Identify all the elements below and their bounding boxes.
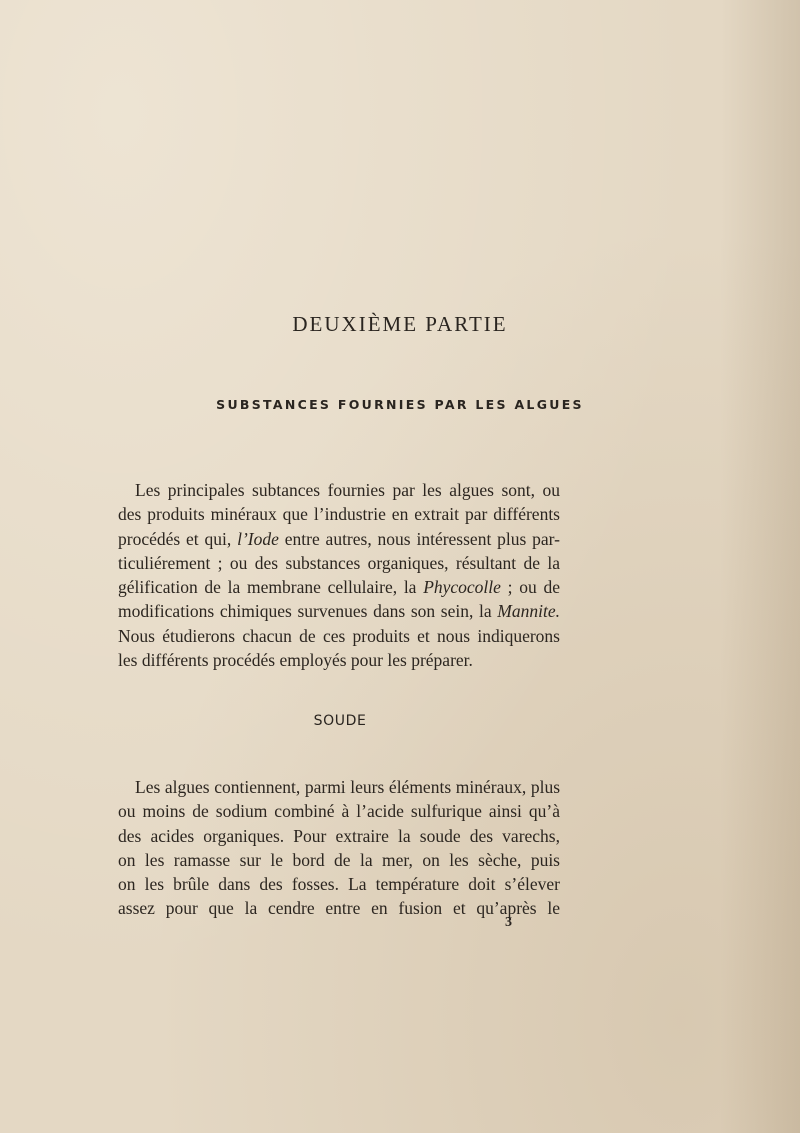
paragraph-line: procédés et qui, l’Iode entre autres, nous intéressent plus par- xyxy=(118,528,560,549)
paragraph-line: on les brûle dans des fosses. La température doit s’élever xyxy=(118,874,560,895)
paragraph-line: Les algues contiennent, parmi leurs éléments minéraux, plus xyxy=(135,777,560,797)
paragraph-line: des produits minéraux que l’industrie en extrait par différents xyxy=(118,504,560,525)
part-title: DEUXIÈME PARTIE xyxy=(292,312,508,336)
paragraph-line: ticuliérement ; ou des substances organiques, résultant de la xyxy=(118,552,560,573)
mannite-term: Mannite. xyxy=(497,601,560,622)
paragraph-line: ou moins de sodium combiné à l’acide sulfurique ainsi qu’à xyxy=(118,801,560,822)
paragraph-line: Nous étudierons chacun de ces produits et nous indiquerons xyxy=(118,625,560,646)
page-number: 3 xyxy=(505,915,512,930)
paragraph-line: assez pour que la cendre entre en fusion et qu’après le xyxy=(118,898,560,919)
paragraph-line: les différents procédés employés pour les préparer. xyxy=(118,650,473,671)
phycocolle-term: Phycocolle xyxy=(423,577,501,598)
paragraph-line: Les principales subtances fournies par les algues sont, ou xyxy=(135,480,560,500)
intro-paragraph xyxy=(118,478,560,672)
paragraph-line: des acides organiques. Pour extraire la soude des varechs, xyxy=(118,825,560,846)
section-heading: SOUDE xyxy=(313,713,367,729)
paragraph-line: on les ramasse sur le bord de la mer, on les sèche, puis xyxy=(118,849,560,870)
paragraph-line: gélification de la membrane cellulaire, la Phycocolle ; ou de xyxy=(118,577,560,598)
part-subtitle: SUBSTANCES FOURNIES PAR LES ALGUES xyxy=(216,397,584,412)
paragraph-line: modifications chimiques survenues dans son sein, la Mannite. xyxy=(118,601,560,622)
soude-paragraph xyxy=(118,775,560,921)
iode-term: l’Iode xyxy=(237,528,279,549)
